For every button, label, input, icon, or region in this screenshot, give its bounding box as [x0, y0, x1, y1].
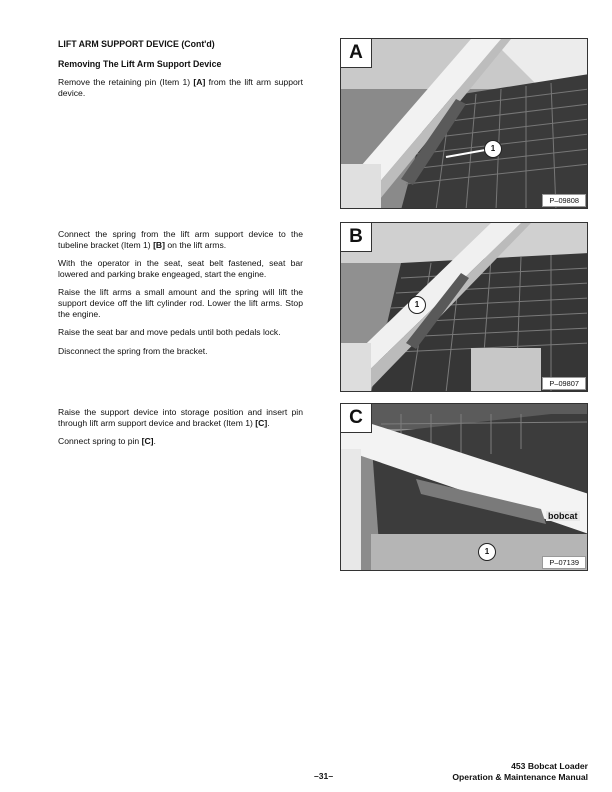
photo-c-label: C — [341, 404, 372, 433]
photo-b — [340, 222, 588, 392]
photo-a-code: P–09808 — [542, 194, 586, 207]
photo-a-label: A — [341, 39, 372, 68]
photo-b-illustration — [341, 223, 588, 392]
photo-a-illustration — [341, 39, 588, 209]
photo-c-callout: 1 — [478, 543, 496, 561]
step-a-text — [58, 77, 303, 106]
photo-a-callout: 1 — [484, 140, 502, 158]
step-b-text — [58, 229, 303, 364]
photo-b-code: P–09807 — [542, 377, 586, 390]
photo-b-label: B — [341, 223, 372, 252]
photo-c-code: P–07139 — [542, 556, 586, 569]
paragraph-seat-bar: Raise the seat bar and move pedals until both pedals lock. — [58, 327, 281, 338]
photo-b-callout: 1 — [408, 296, 426, 314]
paragraph-raise-lift-arms: Raise the lift arms a small amount and the spring will lift the support device off the lift cylinder rod. Lower the lift arms. Stop the engine. — [58, 287, 303, 319]
section-title: LIFT ARM SUPPORT DEVICE (Cont'd) — [58, 39, 215, 49]
footer-title — [452, 761, 588, 782]
footer-model: 453 Bobcat Loader — [511, 761, 588, 771]
subtitle: Removing The Lift Arm Support Device — [58, 59, 222, 69]
photo-a — [340, 38, 588, 209]
bobcat-logo: bobcat — [548, 511, 578, 521]
photo-c-illustration — [341, 404, 588, 571]
paragraph-operator: With the operator in the seat, seat belt fastened, seat bar lowered and parking brake engeaged, start the engine. — [58, 258, 303, 279]
page-number: –31– — [314, 771, 334, 781]
paragraph-remove-pin: Remove the retaining pin (Item 1) [A] from the lift arm support device. — [58, 77, 304, 98]
paragraph-connect-spring: Connect the spring from the lift arm support device to the tubeline bracket (Item 1) [B] on the lift arms. — [58, 229, 303, 250]
paragraph-disconnect: Disconnect the spring from the bracket. — [58, 345, 208, 356]
paragraph-connect-pin: Connect spring to pin [C]. — [58, 436, 156, 447]
footer-manual: Operation & Maintenance Manual — [452, 771, 588, 782]
paragraph-storage: Raise the support device into storage position and insert pin through lift arm support device and bracket (Item 1) [C]. — [58, 407, 303, 428]
photo-c — [340, 403, 588, 571]
step-c-text — [58, 407, 303, 455]
